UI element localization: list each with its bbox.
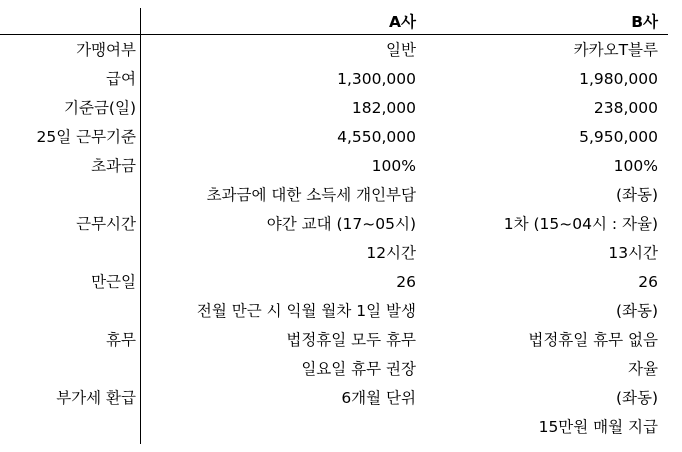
- table-row: [0, 181, 668, 210]
- header-col-b: B사: [631, 13, 658, 31]
- row-value-b: 5,950,000: [579, 128, 658, 146]
- row-value-b: (좌동): [615, 302, 658, 320]
- row-label: 휴무: [106, 331, 136, 349]
- table-row: [0, 65, 668, 94]
- row-label: 근무시간: [76, 215, 136, 233]
- row-value-a: 12시간: [366, 244, 416, 262]
- row-label: [0, 181, 136, 210]
- table-row: [0, 36, 668, 65]
- table-row: [0, 210, 668, 239]
- table-row: [0, 384, 668, 413]
- row-label: [0, 413, 136, 442]
- row-label: 가맹여부: [76, 41, 136, 59]
- row-value-b: 100%: [613, 157, 658, 175]
- row-value-a: 초과금에 대한 소득세 개인부담: [206, 186, 416, 204]
- table-row: [0, 94, 668, 123]
- row-value-a: [150, 413, 416, 442]
- header-row: [0, 8, 668, 37]
- table-row: [0, 413, 668, 442]
- row-value-a: 일반: [386, 41, 416, 59]
- table-row: [0, 355, 668, 384]
- row-value-b: 자율: [628, 360, 658, 378]
- row-label: [0, 355, 136, 384]
- table-row: [0, 326, 668, 355]
- row-value-b: 카카오T블루: [573, 41, 658, 59]
- row-value-b: (좌동): [615, 389, 658, 407]
- row-label: 부가세 환급: [56, 389, 136, 407]
- row-value-a: 일요일 휴무 권장: [301, 360, 416, 378]
- row-value-a: 182,000: [351, 99, 416, 117]
- row-value-b: 26: [638, 273, 658, 291]
- row-label: 만근일: [91, 273, 136, 291]
- row-value-b: 15만원 매월 지급: [538, 418, 658, 436]
- row-label: 25일 근무기준: [36, 128, 136, 146]
- row-value-a: 26: [396, 273, 416, 291]
- row-value-b: 13시간: [608, 244, 658, 262]
- row-value-a: 1,300,000: [337, 70, 416, 88]
- row-label: 초과금: [91, 157, 136, 175]
- row-label: [0, 239, 136, 268]
- row-label: [0, 297, 136, 326]
- table-row: [0, 239, 668, 268]
- row-value-a: 전월 만근 시 익월 월차 1일 발생: [196, 302, 416, 320]
- row-label: 급여: [106, 70, 136, 88]
- row-value-b: (좌동): [615, 186, 658, 204]
- row-label: 기준금(일): [64, 99, 136, 117]
- row-value-b: 법정휴일 휴무 없음: [528, 331, 658, 349]
- table-row: [0, 123, 668, 152]
- row-value-b: 238,000: [593, 99, 658, 117]
- row-value-a: 4,550,000: [337, 128, 416, 146]
- row-value-a: 100%: [371, 157, 416, 175]
- table-row: [0, 268, 668, 297]
- row-value-b: 1차 (15~04시 : 자율): [503, 215, 658, 233]
- row-value-b: 1,980,000: [579, 70, 658, 88]
- table-row: [0, 152, 668, 181]
- row-value-a: 법정휴일 모두 휴무: [286, 331, 416, 349]
- header-col-a: A사: [389, 13, 416, 31]
- table-row: [0, 297, 668, 326]
- row-value-a: 6개월 단위: [341, 389, 416, 407]
- row-value-a: 야간 교대 (17~05시): [266, 215, 416, 233]
